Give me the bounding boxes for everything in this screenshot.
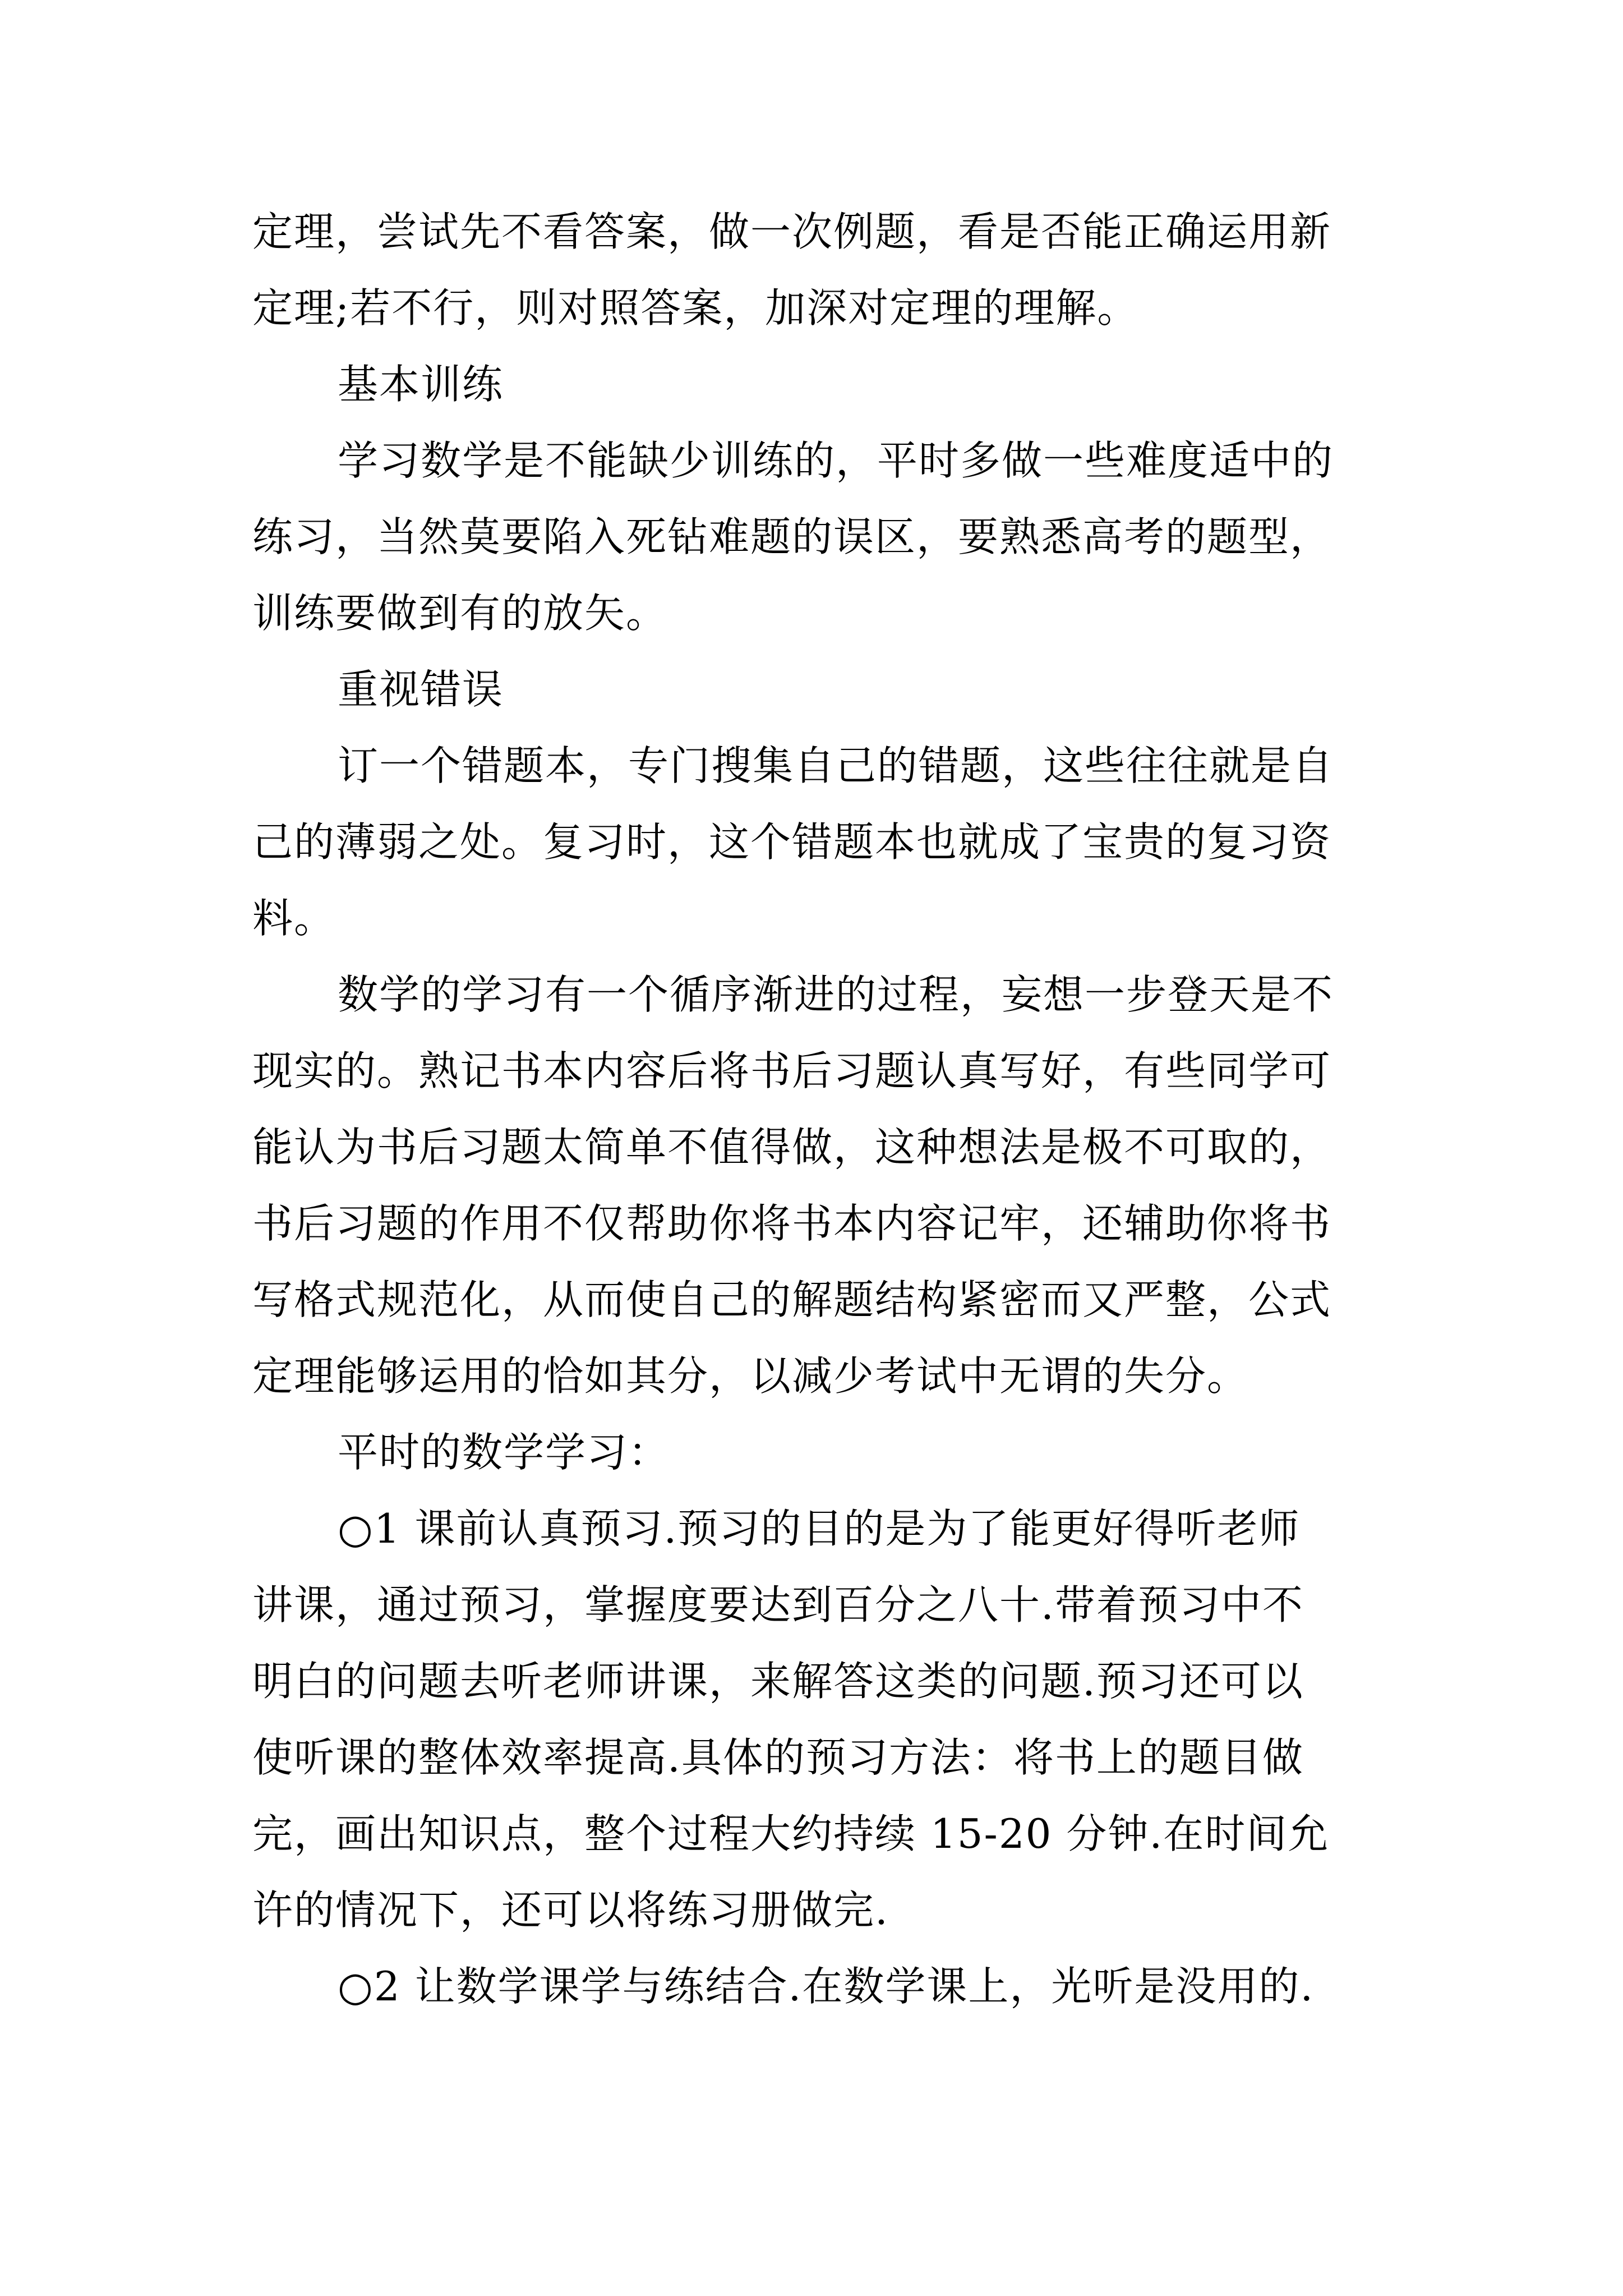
text-line-22: 完，画出知识点，整个过程大约持续 15-20 分钟.在时间允 — [252, 1810, 1330, 1857]
text-line-16: 定理能够运用的恰如其分，以减少考试中无谓的失分。 — [252, 1352, 1249, 1400]
text-line-15: 写格式规范化，从而使自己的解题结构紧密而又严整，公式 — [252, 1276, 1332, 1323]
section-heading-daily-math-study: 平时的数学学习： — [338, 1429, 670, 1476]
text-line-6: 训练要做到有的放矢。 — [252, 590, 668, 637]
section-heading-basic-training: 基本训练 — [338, 361, 504, 408]
section-heading-value-mistakes: 重视错误 — [338, 666, 504, 713]
text-line-19: 讲课，通过预习，掌握度要达到百分之八十.带着预习中不 — [252, 1581, 1304, 1628]
document-body — [252, 194, 1391, 2024]
text-line-13: 能认为书后习题太简单不值得做，这种想法是极不可取的， — [252, 1124, 1332, 1171]
text-line-10: 料。 — [252, 895, 336, 942]
text-line-9: 己的薄弱之处。复习时，这个错题本也就成了宝贵的复习资 — [252, 818, 1332, 866]
text-line-5: 练习，当然莫要陷入死钻难题的误区，要熟悉高考的题型， — [252, 513, 1332, 560]
text-line-21: 使听课的整体效率提高.具体的预习方法：将书上的题目做 — [252, 1734, 1304, 1781]
text-line-4: 学习数学是不能缺少训练的，平时多做一些难度适中的 — [338, 437, 1334, 484]
text-line-11: 数学的学习有一个循序渐进的过程，妄想一步登天是不 — [338, 971, 1334, 1018]
numbered-item-2: ○2 让数学课学与练结合.在数学课上，光听是没用的. — [338, 1963, 1315, 2010]
text-line-14: 书后习题的作用不仅帮助你将书本内容记牢，还辅助你将书 — [252, 1200, 1332, 1247]
text-line-2: 定理;若不行，则对照答案，加深对定理的理解。 — [252, 284, 1139, 332]
text-line-20: 明白的问题去听老师讲课，来解答这类的问题.预习还可以 — [252, 1658, 1304, 1705]
text-line-8: 订一个错题本，专门搜集自己的错题，这些往往就是自 — [338, 742, 1334, 789]
text-line-23: 许的情况下，还可以将练习册做完. — [252, 1887, 889, 1934]
text-line-1: 定理，尝试先不看答案，做一次例题，看是否能正确运用新 — [252, 208, 1332, 255]
text-line-12: 现实的。熟记书本内容后将书后习题认真写好，有些同学可 — [252, 1047, 1332, 1094]
numbered-item-1: ○1 课前认真预习.预习的目的是为了能更好得听老师 — [338, 1505, 1301, 1552]
